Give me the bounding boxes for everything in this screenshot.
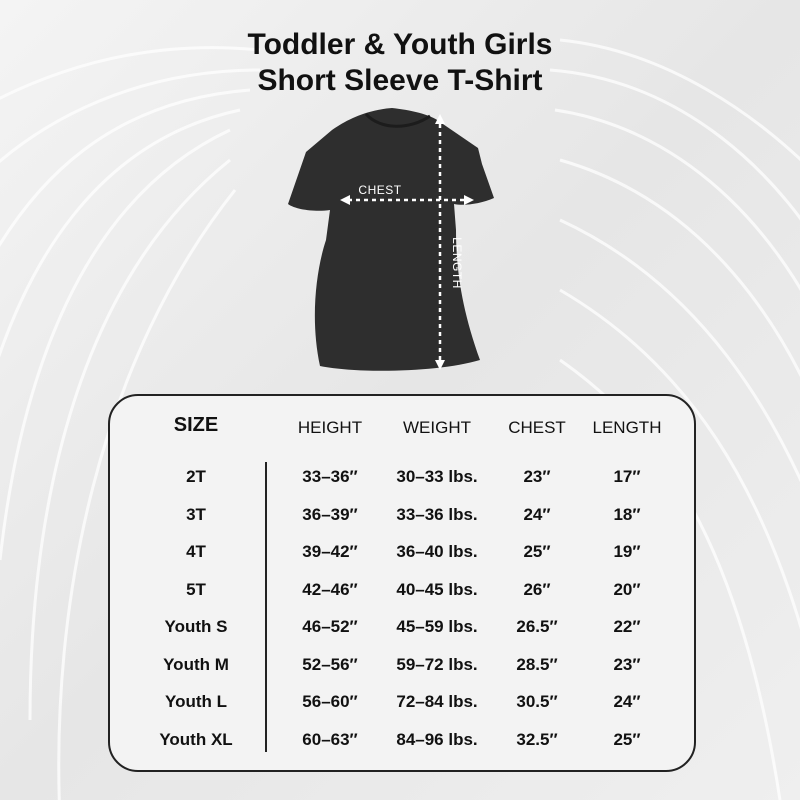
table-cell-weight: 72–84 lbs. (396, 692, 478, 711)
table-cell-size: Youth L (165, 692, 227, 711)
table-cell-length: 20″ (613, 579, 641, 599)
table-cell-chest: 24″ (523, 504, 551, 524)
table-cell-size: Youth XL (159, 729, 233, 749)
tshirt-diagram (270, 100, 510, 380)
table-cell-length: 19″ (613, 542, 641, 561)
table-cell-weight: 45–59 lbs. (396, 617, 478, 636)
page-title-line1: Toddler & Youth Girls (247, 28, 553, 61)
table-cell-height: 33–36″ (302, 467, 358, 486)
table-cell-chest: 23″ (523, 467, 551, 486)
table-cell-chest: 32.5″ (516, 729, 558, 749)
table-cell-length: 17″ (613, 467, 641, 486)
table-cell-height: 36–39″ (302, 504, 358, 524)
header-size: SIZE (173, 414, 219, 436)
table-divider (265, 462, 267, 752)
table-cell-size: Youth M (163, 654, 229, 674)
table-cell-size: 4T (186, 542, 206, 561)
table-cell-length: 18″ (613, 504, 641, 524)
header-length: LENGTH (592, 418, 662, 437)
table-cell-height: 56–60″ (302, 692, 358, 711)
table-cell-height: 39–42″ (302, 542, 358, 561)
table-cell-length: 22″ (613, 617, 641, 636)
length-measure-label: LENGTH (450, 237, 464, 289)
table-cell-weight: 33–36 lbs. (396, 504, 478, 524)
table-cell-length: 23″ (613, 654, 641, 674)
table-cell-chest: 25″ (523, 542, 551, 561)
table-cell-size: 2T (186, 467, 206, 486)
table-cell-height: 52–56″ (302, 654, 358, 674)
table-cell-weight: 36–40 lbs. (396, 542, 478, 561)
table-cell-weight: 59–72 lbs. (396, 654, 478, 674)
table-cell-weight: 40–45 lbs. (396, 579, 478, 599)
table-cell-weight: 30–33 lbs. (396, 467, 478, 486)
page-title-line2: Short Sleeve T-Shirt (257, 64, 543, 97)
header-chest: CHEST (508, 418, 566, 437)
table-cell-length: 24″ (613, 692, 641, 711)
table-cell-size: 3T (186, 504, 206, 524)
table-cell-chest: 26.5″ (516, 617, 558, 636)
table-cell-chest: 26″ (523, 579, 551, 599)
table-cell-height: 46–52″ (302, 617, 358, 636)
table-cell-size: Youth S (164, 617, 228, 636)
chest-measure-label: CHEST (358, 183, 402, 197)
table-cell-chest: 30.5″ (516, 692, 558, 711)
table-cell-length: 25″ (613, 729, 641, 749)
table-cell-size: 5T (186, 579, 206, 599)
header-weight: WEIGHT (403, 418, 471, 437)
table-cell-weight: 84–96 lbs. (396, 729, 478, 749)
header-height: HEIGHT (297, 418, 363, 437)
table-cell-height: 42–46″ (302, 579, 358, 599)
table-cell-height: 60–63″ (302, 729, 358, 749)
table-cell-chest: 28.5″ (516, 654, 558, 674)
